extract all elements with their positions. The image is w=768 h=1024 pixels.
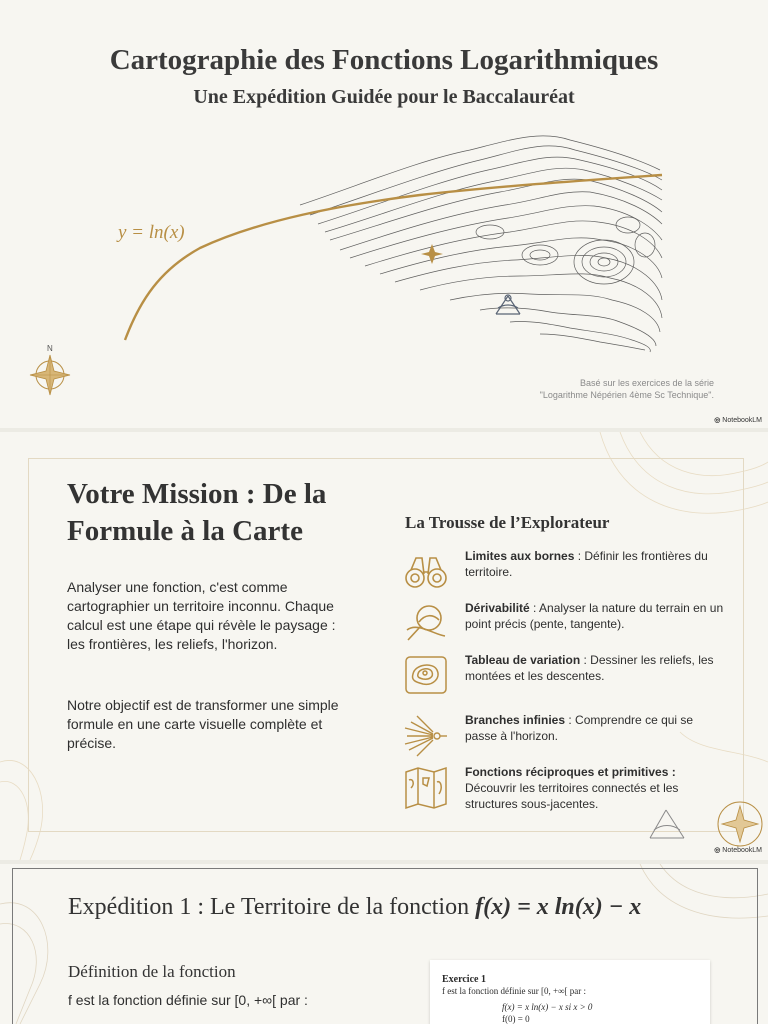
notebooklm-brand: [714, 846, 762, 854]
expedition-title: [68, 894, 641, 921]
cover-slide: [0, 0, 768, 428]
tool-desc: : Comprendre ce qui se passe à l'horizon.: [465, 713, 694, 743]
tool-name: Dérivabilité: [465, 601, 530, 615]
mission-paragraph-2: Notre objectif est de transformer une simple formule en une carte visuelle complète et précise.: [67, 697, 339, 751]
sextant-icon: [496, 295, 520, 314]
tool-desc: : Analyser la nature du terrain en un point précis (pente, tangente).: [465, 601, 724, 631]
exercise-line-3: f(0) = 0: [502, 1014, 530, 1024]
cover-subtitle: Une Expédition Guidée pour le Baccalauréat: [193, 86, 575, 108]
tool-name: Tableau de variation: [465, 653, 581, 667]
tool-desc: : Dessiner les reliefs, les montées et les descentes.: [465, 653, 714, 683]
definition-heading: Définition de la fonction: [68, 962, 236, 981]
tool-name: Branches infinies: [465, 713, 566, 727]
curve-label: y = ln(x): [118, 222, 185, 243]
sextant-compass-decoration: [640, 790, 768, 850]
tool-desc: Découvrir les territoires connectés et les structures sous-jacentes.: [465, 781, 679, 811]
contour-lines: [300, 136, 662, 352]
source-note: [454, 377, 714, 401]
exercise-heading: Exercice 1: [442, 974, 486, 985]
notebooklm-icon: ◎: [714, 847, 721, 854]
expedition-slide: [0, 864, 768, 1024]
expedition-title-text: Expédition 1 : Le Territoire de la fonction: [68, 894, 476, 920]
exercise-line-1: f est la fonction définie sur [0, +∞[ par :: [442, 986, 586, 996]
contour-map-illustration: [0, 120, 768, 420]
notebooklm-brand: [714, 416, 762, 424]
compass-rose-icon: [30, 355, 70, 395]
topographic-map-icon: [403, 652, 449, 698]
tool-item-variation-table: [403, 652, 723, 700]
mission-paragraph-1: Analyser une fonction, c'est comme cartographier un territoire inconnu. Chaque calcul est une étape qui révèle le paysage : les frontières, les reliefs, l'horizon.: [67, 579, 336, 652]
branches-icon: [403, 712, 449, 758]
tool-desc: : Définir les frontières du territoire.: [465, 549, 708, 579]
tool-item-derivability: [403, 600, 723, 648]
expedition-formula: f(x) = x ln(x) − x: [475, 894, 642, 920]
exercise-card: [430, 960, 710, 1024]
tool-name: Limites aux bornes: [465, 549, 575, 563]
source-line-1: Basé sur les exercices de la série: [579, 378, 714, 388]
star-icon: [421, 244, 443, 264]
binoculars-icon: [403, 548, 449, 594]
brand-label: NotebookLM: [722, 417, 762, 424]
source-line-2: "Logarithme Népérien 4ème Sc Technique".: [539, 390, 714, 400]
tool-item-infinite-branches: [403, 712, 723, 760]
folded-map-icon: [403, 764, 449, 810]
notebooklm-icon: ◎: [714, 417, 721, 424]
mission-title: Votre Mission : De la Formule à la Carte: [67, 478, 327, 547]
compass-north-label: N: [47, 344, 53, 353]
cover-title: Cartographie des Fonctions Logarithmiques: [109, 44, 659, 76]
brand-label: NotebookLM: [722, 847, 762, 854]
magnifier-icon: [403, 600, 449, 646]
mission-slide: [0, 432, 768, 860]
kit-title: La Trousse de l’Explorateur: [405, 513, 610, 532]
definition-line: f est la fonction définie sur [0, +∞[ par :: [68, 992, 308, 1008]
exercise-line-2: f(x) = x ln(x) − x si x > 0: [502, 1002, 593, 1012]
tool-name: Fonctions réciproques et primitives :: [465, 765, 676, 779]
tool-item-limits: [403, 548, 723, 596]
